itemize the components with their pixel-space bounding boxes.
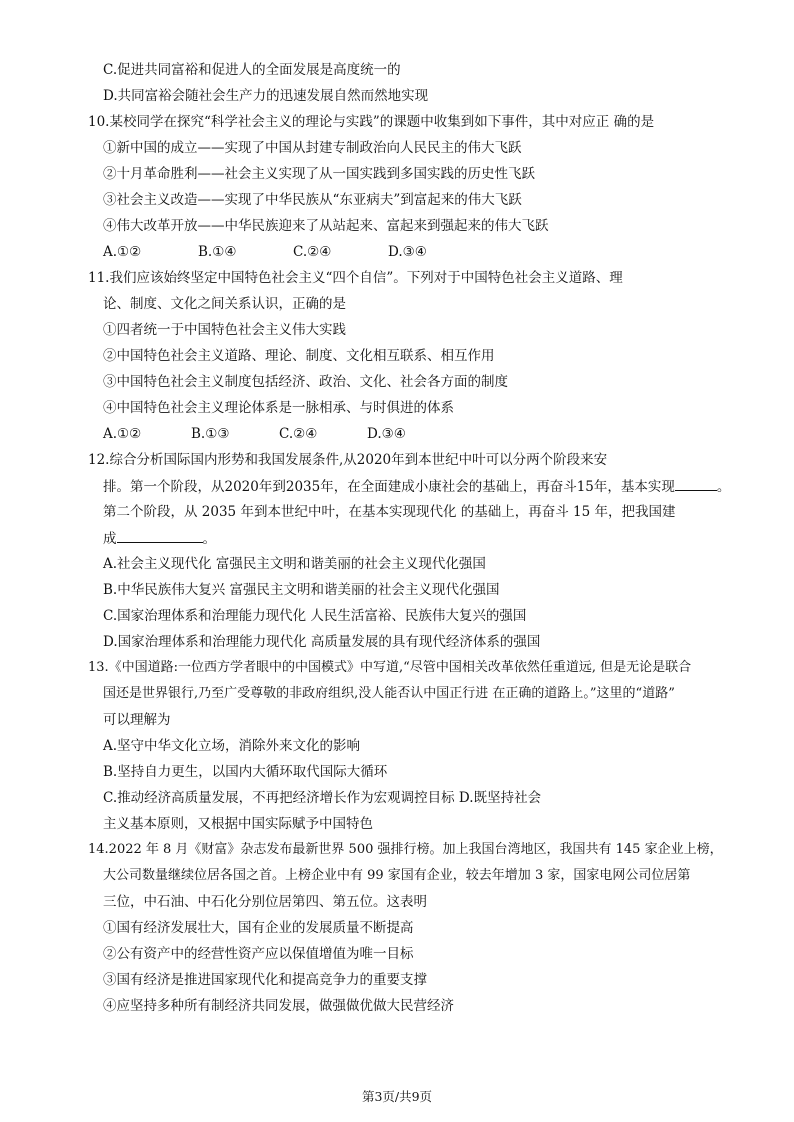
- q10-option-d: D.③④: [388, 244, 427, 260]
- q14-statement-1: ①国有经济发展壮大，国有企业的发展质量不断提高: [103, 920, 414, 936]
- q10-statement-4: ④伟大改革开放——中华民族迎来了从站起来、富起来到强起来的伟大飞跃: [103, 218, 549, 234]
- q11-statement-1: ①四者统一于中国特色社会主义伟大实践: [103, 322, 346, 338]
- q13-option-a: A.坚守中华文化立场，消除外来文化的影响: [103, 738, 361, 754]
- q12-stem-line-1: 12.综合分析国际国内形势和我国发展条件,从2020年到本世纪中叶可以分两个阶段来安: [88, 452, 608, 468]
- q10-option-c: C.②④: [293, 244, 332, 260]
- q14-statement-3: ③国有经济是推进国家现代化和提高竞争力的重要支撑: [103, 972, 427, 988]
- q12-stem-line-2: [103, 476, 730, 496]
- q13-option-c: C.推动经济高质量发展，不再把经济增长作为宏观调控目标 D.既坚持社会: [103, 790, 542, 806]
- q12-option-c: C.国家治理体系和治理能力现代化 人民生活富裕、民族伟大复兴的强国: [103, 608, 527, 624]
- q10-stem: 10.某校同学在探究“科学社会主义的理论与实践”的课题中收集到如下事件，其中对应正 确的是: [88, 114, 655, 130]
- q13-stem-line-1: 13.《中国道路:一位西方学者眼中的中国模式》中写道,“尽管中国相关改革依然任重道远, 但是无论是联合: [88, 660, 692, 675]
- q14-stem-line-1: 14.2022 年 8 月《财富》杂志发布最新世界 500 强排行榜。加上我国台湾地区，我国共有 145 家企业上榜，: [88, 842, 723, 857]
- q11-option-d: D.③④: [367, 426, 406, 442]
- q14-statement-2: ②公有资产中的经营性资产应以保值增值为唯一目标: [103, 946, 414, 962]
- q12-period-1: 。: [716, 479, 731, 495]
- q12-blank-2: [117, 528, 203, 543]
- q13-option-d: 主义基本原则，又根据中国实际赋予中国特色: [103, 816, 373, 832]
- q13-option-b: B.坚持自力更生，以国内大循环取代国际大循环: [103, 764, 388, 780]
- q9-option-c: C.促进共同富裕和促进人的全面发展是高度统一的: [103, 62, 401, 78]
- q9-option-d: D.共同富裕会随社会生产力的迅速发展自然而然地实现: [103, 88, 429, 104]
- q11-options: [103, 424, 406, 444]
- q10-option-b: B.①④: [198, 244, 237, 260]
- q11-option-a: A.①②: [103, 426, 142, 442]
- page-number: 第3页/共9页: [361, 1089, 433, 1104]
- q12-stem-line-4: [103, 528, 216, 548]
- q11-option-c: C.②④: [279, 426, 318, 442]
- q11-statement-4: ④中国特色社会主义理论体系是一脉相承、与时俱进的体系: [103, 400, 454, 416]
- q13-stem-line-2: 国还是世界银行,乃至广受尊敬的非政府组织,没人能否认中国正行进 在正确的道路上。”这里的“道路”: [103, 686, 675, 701]
- q10-statement-1: ①新中国的成立——实现了中国从封建专制政治向人民民主的伟大飞跃: [103, 140, 522, 156]
- q13-stem-line-3: 可以理解为: [103, 712, 171, 728]
- q11-statement-2: ②中国特色社会主义道路、理论、制度、文化相互联系、相互作用: [103, 348, 495, 364]
- q11-stem-line-2: 论、制度、文化之间关系认识，正确的是: [103, 296, 346, 312]
- q10-options: [103, 242, 427, 262]
- q10-statement-2: ②十月革命胜利——社会主义实现了从一国实践到多国实践的历史性飞跃: [103, 166, 535, 182]
- q14-stem-line-2: 大公司数量继续位居各国之首。上榜企业中有 99 家国有企业，较去年增加 3 家，国家电网公司位居第: [103, 868, 691, 883]
- q12-option-a: A.社会主义现代化 富强民主文明和谐美丽的社会主义现代化强国: [103, 556, 486, 572]
- q14-stem-line-3: 三位，中石油、中石化分别位居第四、第五位。这表明: [103, 894, 427, 910]
- q12-period-2: 。: [202, 531, 216, 547]
- q12-option-b: B.中华民族伟大复兴 富强民主文明和谐美丽的社会主义现代化强国: [103, 582, 500, 598]
- q10-option-a: A.①②: [103, 244, 142, 260]
- q12-stem-line-3: 第二个阶段，从 2035 年到本世纪中叶，在基本实现现代化 的基础上，再奋斗 15 年，把我国建: [103, 504, 676, 520]
- q10-statement-3: ③社会主义改造——实现了中华民族从“东亚病夫”到富起来的伟大飞跃: [103, 192, 522, 208]
- q11-stem-line-1: 11.我们应该始终坚定中国特色社会主义“四个自信”。下列对于中国特色社会主义道路、理: [88, 270, 623, 286]
- q12-stem-line-4-text: 成: [103, 531, 117, 547]
- q11-option-b: B.①③: [191, 426, 230, 442]
- q12-blank-1: [675, 476, 717, 491]
- q12-stem-line-2-text: 排。第一个阶段，从2020年到2035年，在全面建成小康社会的基础上，再奋斗15年，基本实现: [103, 479, 675, 495]
- q11-statement-3: ③中国特色社会主义制度包括经济、政治、文化、社会各方面的制度: [103, 374, 508, 390]
- q14-statement-4: ④应坚持多种所有制经济共同发展，做强做优做大民营经济: [103, 998, 454, 1014]
- q12-option-d: D.国家治理体系和治理能力现代化 高质量发展的具有现代经济体系的强国: [103, 634, 541, 650]
